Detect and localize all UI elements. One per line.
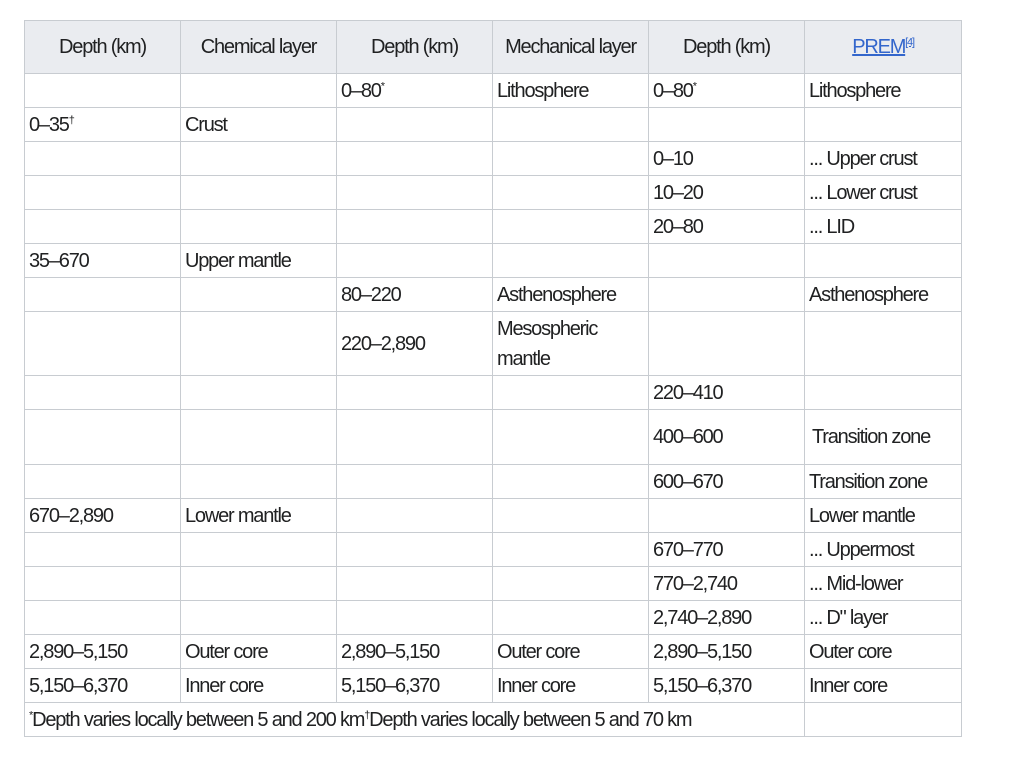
cell-prem-layer: ... LID xyxy=(805,210,962,244)
cell-depth-chemical xyxy=(25,278,181,312)
table-row xyxy=(25,74,962,108)
cell-mechanical-layer xyxy=(493,210,649,244)
cell-depth-prem: 20–80 xyxy=(649,210,805,244)
cell-prem-layer: Outer core xyxy=(805,635,962,669)
cell-depth-chemical xyxy=(25,376,181,410)
cell-depth-chemical xyxy=(25,533,181,567)
cell-depth-chemical: 35–670 xyxy=(25,244,181,278)
prem-reference-link[interactable]: [4] xyxy=(905,36,914,49)
cell-prem-layer: Transition zone xyxy=(805,410,962,465)
table-row xyxy=(25,312,962,376)
cell-depth-prem xyxy=(649,278,805,312)
table-row xyxy=(25,533,962,567)
cell-prem-layer: ... Mid-lower xyxy=(805,567,962,601)
cell-depth-mechanical xyxy=(337,410,493,465)
cell-chemical-layer: Inner core xyxy=(181,669,337,703)
footnote xyxy=(25,703,805,737)
footnote-text-2: Depth varies locally between 5 and 70 km xyxy=(369,708,692,731)
cell-prem-layer xyxy=(805,312,962,376)
cell-depth-prem: 10–20 xyxy=(649,176,805,210)
header-depth-prem: Depth (km) xyxy=(649,21,805,74)
cell-depth-prem xyxy=(649,108,805,142)
cell-depth-mechanical xyxy=(337,210,493,244)
footnote-asterisk: * xyxy=(29,708,33,721)
cell-prem-layer: Lower mantle xyxy=(805,499,962,533)
table-row xyxy=(25,635,962,669)
cell-depth-mechanical xyxy=(337,376,493,410)
cell-chemical-layer xyxy=(181,176,337,210)
cell-chemical-layer: Lower mantle xyxy=(181,499,337,533)
cell-depth-mechanical xyxy=(337,108,493,142)
footnote-text-1: Depth varies locally between 5 and 200 km xyxy=(32,708,365,731)
cell-depth-prem xyxy=(649,499,805,533)
footnote-dagger: † xyxy=(364,708,370,721)
cell-mechanical-layer xyxy=(493,244,649,278)
cell-depth-chemical: 670–2,890 xyxy=(25,499,181,533)
cell-chemical-layer xyxy=(181,567,337,601)
cell-mechanical-layer: Lithosphere xyxy=(493,74,649,108)
cell-depth-chemical xyxy=(25,410,181,465)
cell-chemical-layer xyxy=(181,278,337,312)
footnote-row xyxy=(25,703,962,737)
cell-mechanical-layer xyxy=(493,567,649,601)
cell-prem-layer: ... Upper crust xyxy=(805,142,962,176)
cell-depth-chemical: 2,890–5,150 xyxy=(25,635,181,669)
cell-mechanical-layer: Outer core xyxy=(493,635,649,669)
cell-prem-layer: Transition zone xyxy=(805,465,962,499)
cell-chemical-layer: Outer core xyxy=(181,635,337,669)
table-row xyxy=(25,465,962,499)
cell-chemical-layer xyxy=(181,312,337,376)
cell-depth-mechanical xyxy=(337,533,493,567)
cell-chemical-layer xyxy=(181,465,337,499)
cell-depth-mechanical xyxy=(337,176,493,210)
table-row xyxy=(25,669,962,703)
cell-depth-prem xyxy=(649,244,805,278)
footnote-marker: * xyxy=(380,79,384,92)
header-prem xyxy=(805,21,962,74)
table-row xyxy=(25,244,962,278)
cell-depth-prem: 2,740–2,890 xyxy=(649,601,805,635)
cell-depth-chemical: 5,150–6,370 xyxy=(25,669,181,703)
cell-mechanical-layer xyxy=(493,533,649,567)
cell-depth-mechanical: 0–80* xyxy=(337,74,493,108)
cell-depth-prem: 770–2,740 xyxy=(649,567,805,601)
cell-prem-layer xyxy=(805,108,962,142)
cell-depth-prem: 5,150–6,370 xyxy=(649,669,805,703)
cell-depth-mechanical xyxy=(337,567,493,601)
cell-depth-chemical xyxy=(25,312,181,376)
table-row xyxy=(25,210,962,244)
cell-chemical-layer xyxy=(181,601,337,635)
cell-depth-prem: 0–80* xyxy=(649,74,805,108)
cell-depth-prem xyxy=(649,312,805,376)
cell-mechanical-layer xyxy=(493,601,649,635)
cell-prem-layer: ... Lower crust xyxy=(805,176,962,210)
cell-mechanical-layer xyxy=(493,376,649,410)
cell-chemical-layer xyxy=(181,74,337,108)
cell-depth-prem: 400–600 xyxy=(649,410,805,465)
header-depth-chemical: Depth (km) xyxy=(25,21,181,74)
prem-link[interactable]: PREM xyxy=(852,36,906,58)
table-row xyxy=(25,567,962,601)
cell-chemical-layer xyxy=(181,210,337,244)
cell-depth-mechanical: 5,150–6,370 xyxy=(337,669,493,703)
cell-depth-prem: 670–770 xyxy=(649,533,805,567)
cell-mechanical-layer: Asthenosphere xyxy=(493,278,649,312)
table-row xyxy=(25,142,962,176)
cell-prem-layer xyxy=(805,244,962,278)
cell-prem-layer: ... D" layer xyxy=(805,601,962,635)
table-row xyxy=(25,176,962,210)
cell-depth-chemical xyxy=(25,567,181,601)
cell-depth-chemical: 0–35† xyxy=(25,108,181,142)
header-chemical-layer: Chemical layer xyxy=(181,21,337,74)
cell-prem-layer xyxy=(805,376,962,410)
cell-chemical-layer xyxy=(181,533,337,567)
cell-chemical-layer xyxy=(181,142,337,176)
table-row xyxy=(25,499,962,533)
cell-mechanical-layer xyxy=(493,176,649,210)
table-row xyxy=(25,410,962,465)
cell-depth-chemical xyxy=(25,601,181,635)
cell-chemical-layer xyxy=(181,410,337,465)
cell-prem-layer: Asthenosphere xyxy=(805,278,962,312)
cell-depth-mechanical xyxy=(337,499,493,533)
cell-chemical-layer: Upper mantle xyxy=(181,244,337,278)
cell-mechanical-layer: Mesospheric mantle xyxy=(493,312,649,376)
cell-mechanical-layer xyxy=(493,142,649,176)
cell-mechanical-layer: Inner core xyxy=(493,669,649,703)
cell-mechanical-layer xyxy=(493,410,649,465)
cell-depth-prem: 2,890–5,150 xyxy=(649,635,805,669)
cell-prem-layer: Inner core xyxy=(805,669,962,703)
header-mechanical-layer: Mechanical layer xyxy=(493,21,649,74)
footnote-empty-cell xyxy=(805,703,962,737)
cell-depth-chemical xyxy=(25,142,181,176)
footnote-marker: * xyxy=(692,79,696,92)
cell-depth-prem: 220–410 xyxy=(649,376,805,410)
earth-layers-table xyxy=(24,20,962,737)
cell-depth-prem: 0–10 xyxy=(649,142,805,176)
footnote-marker: † xyxy=(68,113,74,126)
table-row xyxy=(25,278,962,312)
cell-depth-mechanical xyxy=(337,244,493,278)
header-row xyxy=(25,21,962,74)
cell-mechanical-layer xyxy=(493,499,649,533)
cell-depth-mechanical xyxy=(337,465,493,499)
cell-prem-layer: ... Uppermost xyxy=(805,533,962,567)
cell-depth-chemical xyxy=(25,176,181,210)
cell-depth-mechanical: 2,890–5,150 xyxy=(337,635,493,669)
cell-mechanical-layer xyxy=(493,108,649,142)
cell-depth-mechanical: 80–220 xyxy=(337,278,493,312)
cell-chemical-layer: Crust xyxy=(181,108,337,142)
cell-mechanical-layer xyxy=(493,465,649,499)
cell-depth-mechanical xyxy=(337,142,493,176)
cell-depth-mechanical xyxy=(337,601,493,635)
header-depth-mechanical: Depth (km) xyxy=(337,21,493,74)
cell-prem-layer: Lithosphere xyxy=(805,74,962,108)
cell-depth-mechanical: 220–2,890 xyxy=(337,312,493,376)
cell-depth-chemical xyxy=(25,210,181,244)
cell-depth-chemical xyxy=(25,465,181,499)
cell-depth-prem: 600–670 xyxy=(649,465,805,499)
cell-chemical-layer xyxy=(181,376,337,410)
cell-depth-chemical xyxy=(25,74,181,108)
table-row xyxy=(25,601,962,635)
table-row xyxy=(25,108,962,142)
table-row xyxy=(25,376,962,410)
